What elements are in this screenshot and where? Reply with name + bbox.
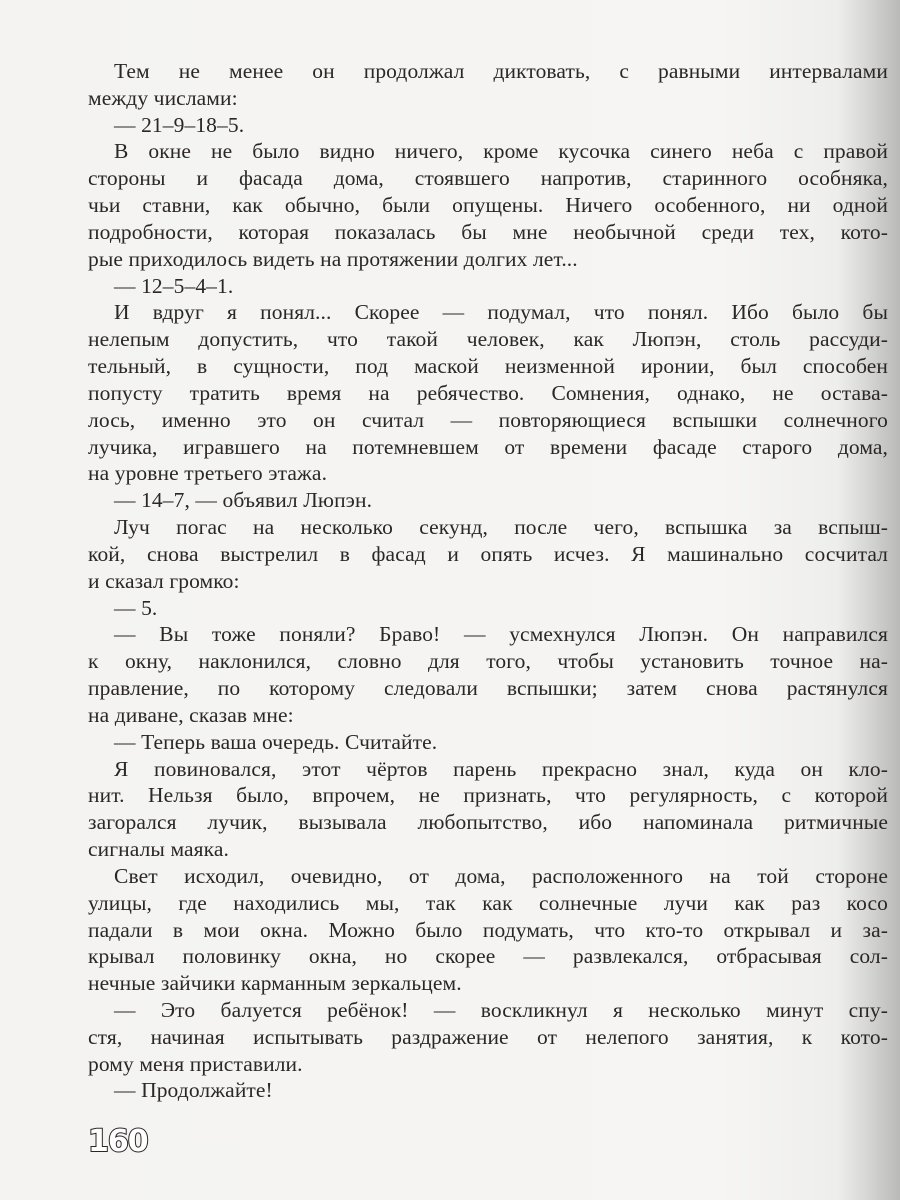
text-line: нелепым допустить, что такой человек, как Люпэн, столь рассуди- [88, 327, 888, 352]
text-line: В окне не было видно ничего, кроме кусочка синего неба с правой [114, 139, 888, 164]
text-line: Я повиновался, этот чёртов парень прекрасно знал, куда он кло- [114, 756, 888, 781]
text-line: Тем не менее он продолжал диктовать, с равными интервалами [114, 59, 888, 83]
text-line: — 5. [114, 595, 158, 620]
text-line: попусту тратить время на ребячество. Сомнения, однако, не остава- [88, 380, 888, 405]
text-line: — Это балуется ребёнок! — воскликнул я несколько минут спу- [114, 997, 888, 1022]
text-line: между числами: [88, 85, 238, 110]
text-line: загорался лучик, вызывала любопытство, ибо напоминала ритмичные [88, 810, 888, 835]
text-line: — Продолжайте! [114, 1078, 273, 1103]
text-line: к окну, наклонился, словно для того, чтобы установить точное на- [88, 649, 888, 674]
text-line: нечные зайчики карманным зеркальцем. [88, 971, 462, 996]
text-line: И вдруг я понял... Скорее — подумал, что понял. Ибо было бы [114, 300, 888, 325]
text-line: — 21–9–18–5. [114, 112, 245, 137]
text-line: лучика, игравшего на потемневшем от времени фасаде старого дома, [88, 434, 888, 459]
text-line: нит. Нельзя было, впрочем, не признать, что регулярность, с которой [88, 783, 888, 808]
text-line: правление, по которому следовали вспышки; затем снова растянулся [88, 676, 888, 701]
text-line: сигналы маяка. [88, 837, 229, 862]
text-line: — Теперь ваша очередь. Считайте. [114, 729, 438, 754]
text-line: улицы, где находились мы, так как солнечные лучи как раз косо [88, 890, 888, 915]
text-line: Свет исходил, очевидно, от дома, расположенного на той стороне [114, 863, 888, 888]
text-line: на уровне третьего этажа. [88, 461, 328, 486]
text-line: и сказал громко: [88, 568, 240, 593]
text-line: подробности, которая показалась бы мне необычной среди тех, кото- [88, 219, 888, 244]
text-line: кой, снова выстрелил в фасад и опять исчез. Я машинально сосчитал [88, 541, 888, 566]
page-body-text [88, 58, 888, 1104]
text-line: тельный, в сущности, под маской неизменной иронии, был способен [88, 354, 888, 379]
text-line: рому меня приставили. [88, 1051, 303, 1076]
text-line: стя, начиная испытывать раздражение от нелепого занятия, к кото- [88, 1024, 888, 1049]
text-line: на диване, сказав мне: [88, 702, 294, 727]
text-line: — 14–7, — объявил Люпэн. [114, 488, 373, 513]
text-line: чьи ставни, как обычно, были опущены. Ничего особенного, ни одной [88, 193, 888, 218]
text-line: стороны и фасада дома, стоявшего напротив, старинного особняка, [88, 166, 888, 191]
text-line: — Вы тоже поняли? Браво! — усмехнулся Люпэн. Он направился [114, 622, 888, 647]
text-line: крывал половинку окна, но скорее — развлекался, отбрасывая сол- [88, 944, 888, 969]
text-line: лось, именно это он считал — повторяющиеся вспышки солнечного [88, 407, 888, 432]
page-number: 160 [88, 1124, 148, 1159]
text-line: Луч погас на несколько секунд, после чего, вспышка за вспыш- [114, 515, 888, 540]
text-line: — 12–5–4–1. [114, 273, 234, 298]
text-line: падали в мои окна. Можно было подумать, что кто-то открывал и за- [88, 917, 888, 942]
text-line: рые приходилось видеть на протяжении долгих лет... [88, 246, 578, 271]
